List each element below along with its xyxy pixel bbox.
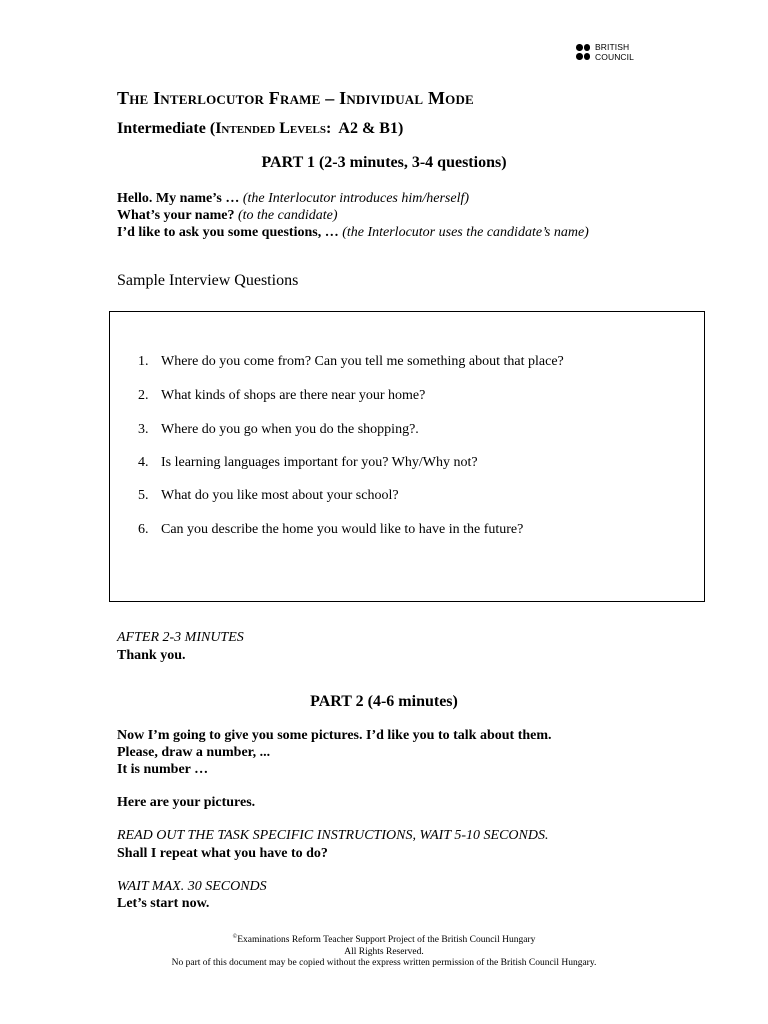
level-prefix: Intermediate (: [117, 120, 216, 137]
thank-you-line: [117, 647, 185, 664]
after-instruction-text: AFTER 2-3 MINUTES: [117, 630, 244, 645]
sample-questions-heading: Sample Interview Questions: [117, 272, 299, 289]
intro-line-2: [117, 207, 337, 224]
question-text: Where do you come from? Can you tell me something about that place?: [161, 354, 564, 369]
footer-line-3: No part of this document may be copied without the express written permission of the British Council Hungary.: [171, 958, 597, 969]
part2-line-4: [117, 794, 255, 811]
level-line: [117, 120, 403, 138]
level-smallcaps: Intended Levels:: [215, 120, 332, 137]
intro-line-3-italic: (the Interlocutor uses the candidate’s name): [342, 225, 589, 240]
after-instruction: [117, 629, 244, 646]
part2-line-6: [117, 895, 209, 912]
question-number: 5.: [138, 488, 149, 503]
intro-line-1-bold: Hello. My name’s …: [117, 191, 243, 206]
part2-instruction-2: [117, 878, 267, 895]
part1-heading: PART 1 (2-3 minutes, 3-4 questions): [261, 154, 507, 171]
document-title: The Interlocutor Frame – Individual Mode: [117, 88, 474, 108]
question-item: [138, 388, 425, 404]
part2-line-2-text: Please, draw a number, ...: [117, 745, 271, 760]
part2-line-5-text: Shall I repeat what you have to do?: [117, 846, 328, 861]
intro-line-2-bold: What’s your name?: [117, 208, 238, 223]
part2-line-5: [117, 845, 328, 862]
question-number: 1.: [138, 354, 149, 369]
question-item: [138, 488, 399, 504]
part2-instruction-1: [117, 827, 548, 844]
question-item: [138, 422, 419, 438]
question-number: 2.: [138, 388, 149, 403]
part2-line-4-text: Here are your pictures.: [117, 795, 256, 810]
british-council-logo: [576, 43, 644, 63]
footer-line-1-text: Examinations Reform Teacher Support Project of the British Council Hungary: [237, 935, 536, 946]
intro-line-1: [117, 190, 469, 207]
part2-line-1: [117, 727, 552, 744]
question-item: [138, 455, 478, 471]
footer: [0, 932, 768, 970]
copyright-mark: ©: [232, 934, 238, 940]
footer-line-2: All Rights Reserved.: [344, 946, 424, 957]
intro-line-1-italic: (the Interlocutor introduces him/herself): [242, 191, 470, 206]
part2-line-1-text: Now I’m going to give you some pictures. I’d like you to talk about them.: [117, 728, 552, 743]
logo-dots-icon: [576, 44, 596, 62]
footer-line-1: [0, 932, 768, 947]
question-text: What kinds of shops are there near your home?: [161, 388, 426, 403]
part2-line-3-text: It is number …: [117, 762, 209, 777]
logo-wordmark: [595, 43, 634, 62]
part2-line-2: [117, 744, 270, 761]
question-text: Is learning languages important for you? Why/Why not?: [161, 455, 478, 470]
question-item: [138, 354, 564, 370]
level-suffix: A2 & B1): [331, 120, 404, 137]
logo-line-2: COUNCIL: [595, 51, 634, 62]
question-text: What do you like most about your school?: [161, 488, 399, 503]
intro-line-2-italic: (to the candidate): [237, 208, 338, 223]
question-text: Can you describe the home you would like to have in the future?: [161, 522, 524, 537]
logo-line-1: BRITISH: [595, 42, 630, 52]
question-item: [138, 522, 523, 538]
part2-instruction-2-text: WAIT MAX. 30 SECONDS: [117, 879, 267, 894]
part2-instruction-1-text: READ OUT THE TASK SPECIFIC INSTRUCTIONS, WAIT 5-10 SECONDS.: [117, 828, 549, 843]
question-text: Where do you go when you do the shopping?.: [161, 422, 419, 437]
part2-heading: PART 2 (4-6 minutes): [310, 693, 458, 710]
part2-line-3: [117, 761, 208, 778]
part2-line-6-text: Let’s start now.: [117, 896, 210, 911]
intro-line-3: [117, 224, 589, 241]
question-box: [109, 311, 705, 602]
question-number: 4.: [138, 455, 149, 470]
question-number: 3.: [138, 422, 149, 437]
question-number: 6.: [138, 522, 149, 537]
thank-you-text: Thank you.: [117, 648, 186, 663]
intro-line-3-bold: I’d like to ask you some questions, …: [117, 225, 343, 240]
